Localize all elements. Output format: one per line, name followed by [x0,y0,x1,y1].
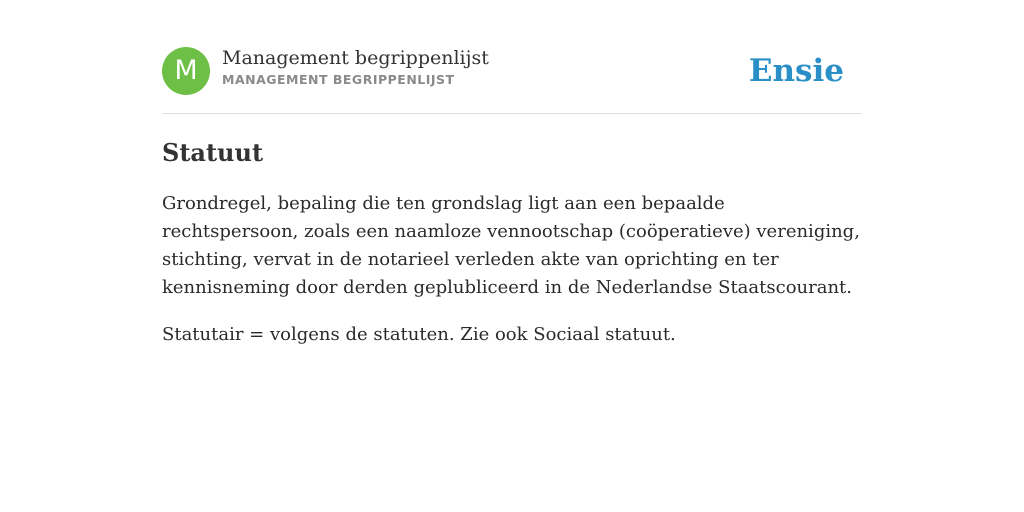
divider [162,113,862,114]
dictionary-subtitle[interactable]: MANAGEMENT BEGRIPPENLIJST [222,72,455,87]
definition-paragraph: Statutair = volgens de statuten. Zie ook Sociaal statuut. [162,324,676,345]
definition [162,190,862,349]
avatar[interactable]: M [162,47,210,95]
ensie-logo[interactable]: Ensie [748,53,844,89]
dictionary-title[interactable]: Management begrippenlijst [222,47,489,69]
definition-paragraph: Grondregel, bepaling die ten grondslag ligt aan een bepaalde rechtspersoon, zoals een naamloze vennootschap (coöperatieve) vereniging, stichting, vervat in de notarieel verleden akte van oprichting en ter kennisneming door derden geplubliceerd in de Nederlandse Staatscourant. [162,193,860,298]
term-title: Statuut [162,138,264,167]
dictionary-header [162,46,862,96]
dictionary-info [222,46,489,88]
